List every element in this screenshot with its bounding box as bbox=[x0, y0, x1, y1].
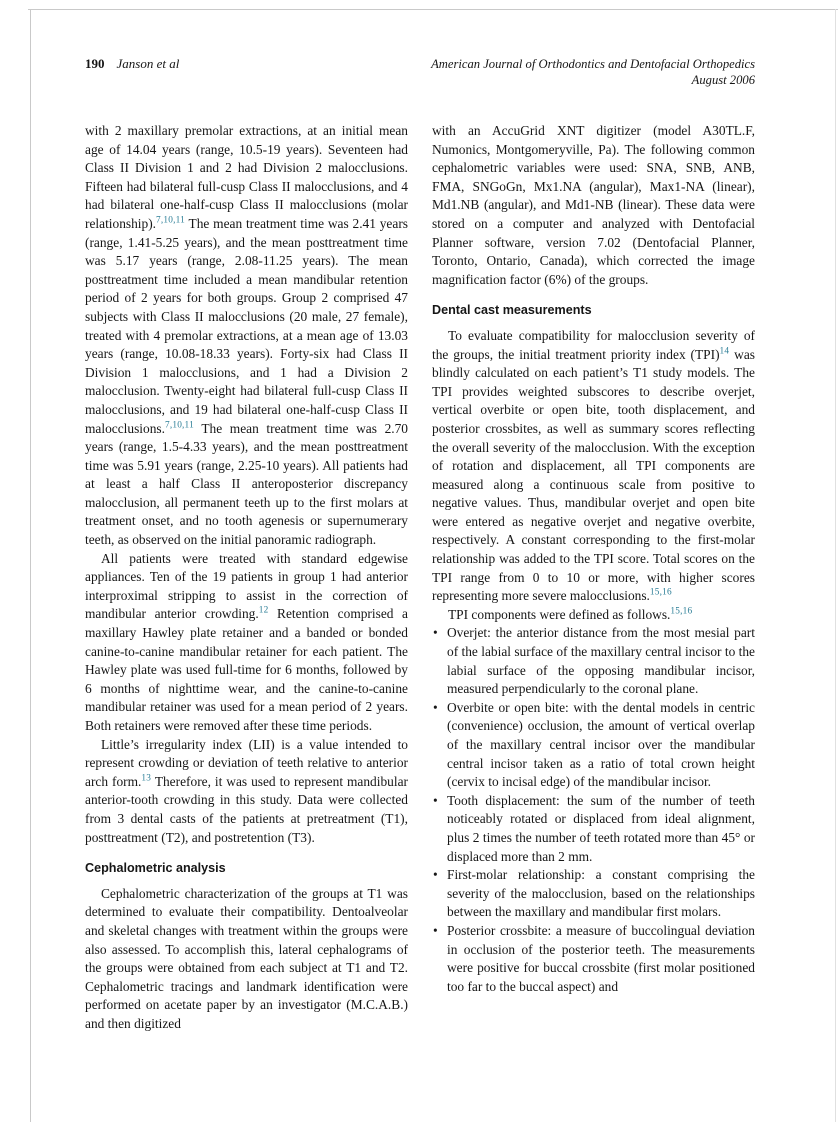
bullet-item: • First-molar relationship: a constant comprising the severity of the malocclusion, based on the relationships between the maxillary and mandibular first molars. bbox=[432, 866, 755, 922]
paragraph: Cephalometric characterization of the groups at T1 was determined to evaluate their compatibility. Dentoalveolar and skeletal changes with treatment within the groups were also assessed. To accomplish this, lateral cephalograms of the groups were obtained from each subject at T1 and T2. Cephalometric tracings and landmark identification were performed on acetate paper by an investigator (M.C.A.B.) and then digitized bbox=[85, 885, 408, 1031]
bullet-item: • Overbite or open bite: with the dental models in centric (convenience) occlusion, the amount of vertical overlap of the maxillary central incisor over the mandibular central incisor taken as a ratio of total crown height (cervix to incisal edge) of the mandibular incisor. bbox=[432, 699, 755, 792]
paragraph: Little’s irregularity index (LII) is a value intended to represent crowding or deviation of teeth relative to anterior arch form.$^{13}$ Therefore, it was used to represent mandibular anterior-tooth crowding in this study. Data were collected from 3 dental casts of the patients at pretreatment (T1), posttreatment (T2), and postretention (T3). bbox=[85, 736, 408, 845]
paragraph: TPI components were defined as follows.$^{15,16}$ bbox=[448, 606, 693, 622]
journal-name: American Journal of Orthodontics and Dentofacial Orthopedics bbox=[431, 57, 755, 71]
paragraph: To evaluate compatibility for malocclusion severity of the groups, the initial treatment priority index (TPI)$^{14}$ was blindly calculated on each patient’s T1 study models. The TPI provides weighted subscores to describe overjet, vertical overbite or open bite, tooth displacement, and posterior crossbites, as well as summary scores reflecting the overall severity of the malocclusion. With the exception of rotation and displacement, all TPI components are measured along a continuous scale from positive to negative values. Thus, mandibular overjet and open bite were entered as negative overjet and negative overbite, respectively. A constant corresponding to the first-molar relationship was added to the TPI score. Total scores on the TPI range from 0 to 10 or more, with higher scores representing more severe malocclusions.$^{15,16}$ bbox=[432, 327, 755, 604]
page-number: 190 bbox=[85, 56, 105, 71]
article-body bbox=[85, 122, 755, 1034]
scan-edge-right-line bbox=[835, 9, 836, 1122]
running-head-left bbox=[85, 56, 179, 72]
running-head-right bbox=[431, 56, 755, 88]
reference-superscript: 14 bbox=[719, 346, 730, 357]
reference-superscript: 13 bbox=[141, 773, 152, 784]
bullet-item: • Posterior crossbite: a measure of buccolingual deviation in occlusion of the posterior teeth. The measurements were positive for buccal crossbite (first molar positioned too far to the buccal aspect) and bbox=[432, 922, 755, 996]
scan-edge-top-line bbox=[28, 9, 838, 10]
paragraph: with 2 maxillary premolar extractions, at an initial mean age of 14.04 years (range, 10.5-19 years). Seventeen had Class II Division 1 and 2 had Division 2 malocclusions. Fifteen had bilateral full-cusp Class II malocclusions, and 4 had bilateral one-half-cusp Class II malocclusions (molar relationship).$^{7,10,11}$ The mean treatment time was 2.41 years (range, 1.41-5.25 years), and the mean posttreatment time was 5.17 years (range, 2.08-11.25 years). The mean posttreatment time included a mean mandibular retention period of 2 years for both groups. Group 2 comprised 47 subjects with Class II malocclusions (20 male, 27 female), treated with 4 premolar extractions, at a mean age of 13.03 years (range, 10.08-18.33 years). Forty-six had Class II Division 1 malocclusions, and 1 had a Division 2 malocclusion. Twenty-eight had bilateral full-cusp Class II malocclusions, and 19 had bilateral one-half-cusp Class II malocclusions.$^{7,10,11}$ The mean treatment time was 2.70 years (range, 1.5-4.33 years), and the mean posttreatment time was 5.91 years (range, 2.25-10 years). All patients had at least a half Class II anteroposterior discrepancy malocclusion, all permanent teeth up to the first molars at treatment onset, and no tooth agenesis or supernumerary teeth, as observed on the initial panoramic radiograph. bbox=[85, 123, 408, 548]
left-column bbox=[85, 122, 408, 1034]
right-column bbox=[432, 122, 755, 1034]
reference-superscript: 12 bbox=[258, 605, 269, 616]
bullet-item: • Overjet: the anterior distance from the most mesial part of the labial surface of the maxillary central incisor to the labial surface of the opposing mandibular incisor, measured perpendicularly to the coronal plane. bbox=[432, 624, 755, 698]
running-authors: Janson et al bbox=[116, 56, 180, 71]
reference-superscript: 7,10,11 bbox=[164, 420, 194, 431]
section-heading: Cephalometric analysis bbox=[85, 861, 226, 876]
scan-edge-left-line bbox=[30, 9, 31, 1122]
bullet-item: • Tooth displacement: the sum of the number of teeth noticeably rotated or displaced from ideal alignment, plus 2 times the number of teeth rotated more than 45° or displaced more than 2 mm. bbox=[432, 792, 755, 866]
issue-date: August 2006 bbox=[691, 73, 755, 87]
section-heading: Dental cast measurements bbox=[432, 303, 592, 318]
reference-superscript: 15,16 bbox=[649, 587, 672, 598]
paragraph: All patients were treated with standard edgewise appliances. Ten of the 19 patients in group 1 had anterior interproximal stripping to assist in the correction of mandibular anterior crowding.$^{12}$ Retention comprised a maxillary Hawley plate retainer and a banded or bonded canine-to-canine mandibular retainer for each patient. The Hawley plate was used full-time for 6 months, followed by 6 months of nighttime wear, and the canine-to-canine mandibular retainer was used for a mean period of 2 years. Both retainers were removed after these time periods. bbox=[85, 550, 408, 733]
reference-superscript: 7,10,11 bbox=[156, 215, 185, 226]
paragraph: with an AccuGrid XNT digitizer (model A30TL.F, Numonics, Montgomeryville, Pa). The following common cephalometric variables were used: SNA, SNB, ANB, FMA, SNGoGn, Mx1.NA (angular), Max1-NA (linear), Md1.NB (angular), and Md1-NB (linear). These data were stored on a computer and analyzed with Dentofacial Planner software, version 7.02 (Dentofacial Planner, Toronto, Ontario, Canada), which corrected the image magnification factor (6%) of the groups. bbox=[432, 123, 755, 287]
reference-superscript: 15,16 bbox=[670, 606, 693, 617]
running-header bbox=[85, 56, 755, 88]
